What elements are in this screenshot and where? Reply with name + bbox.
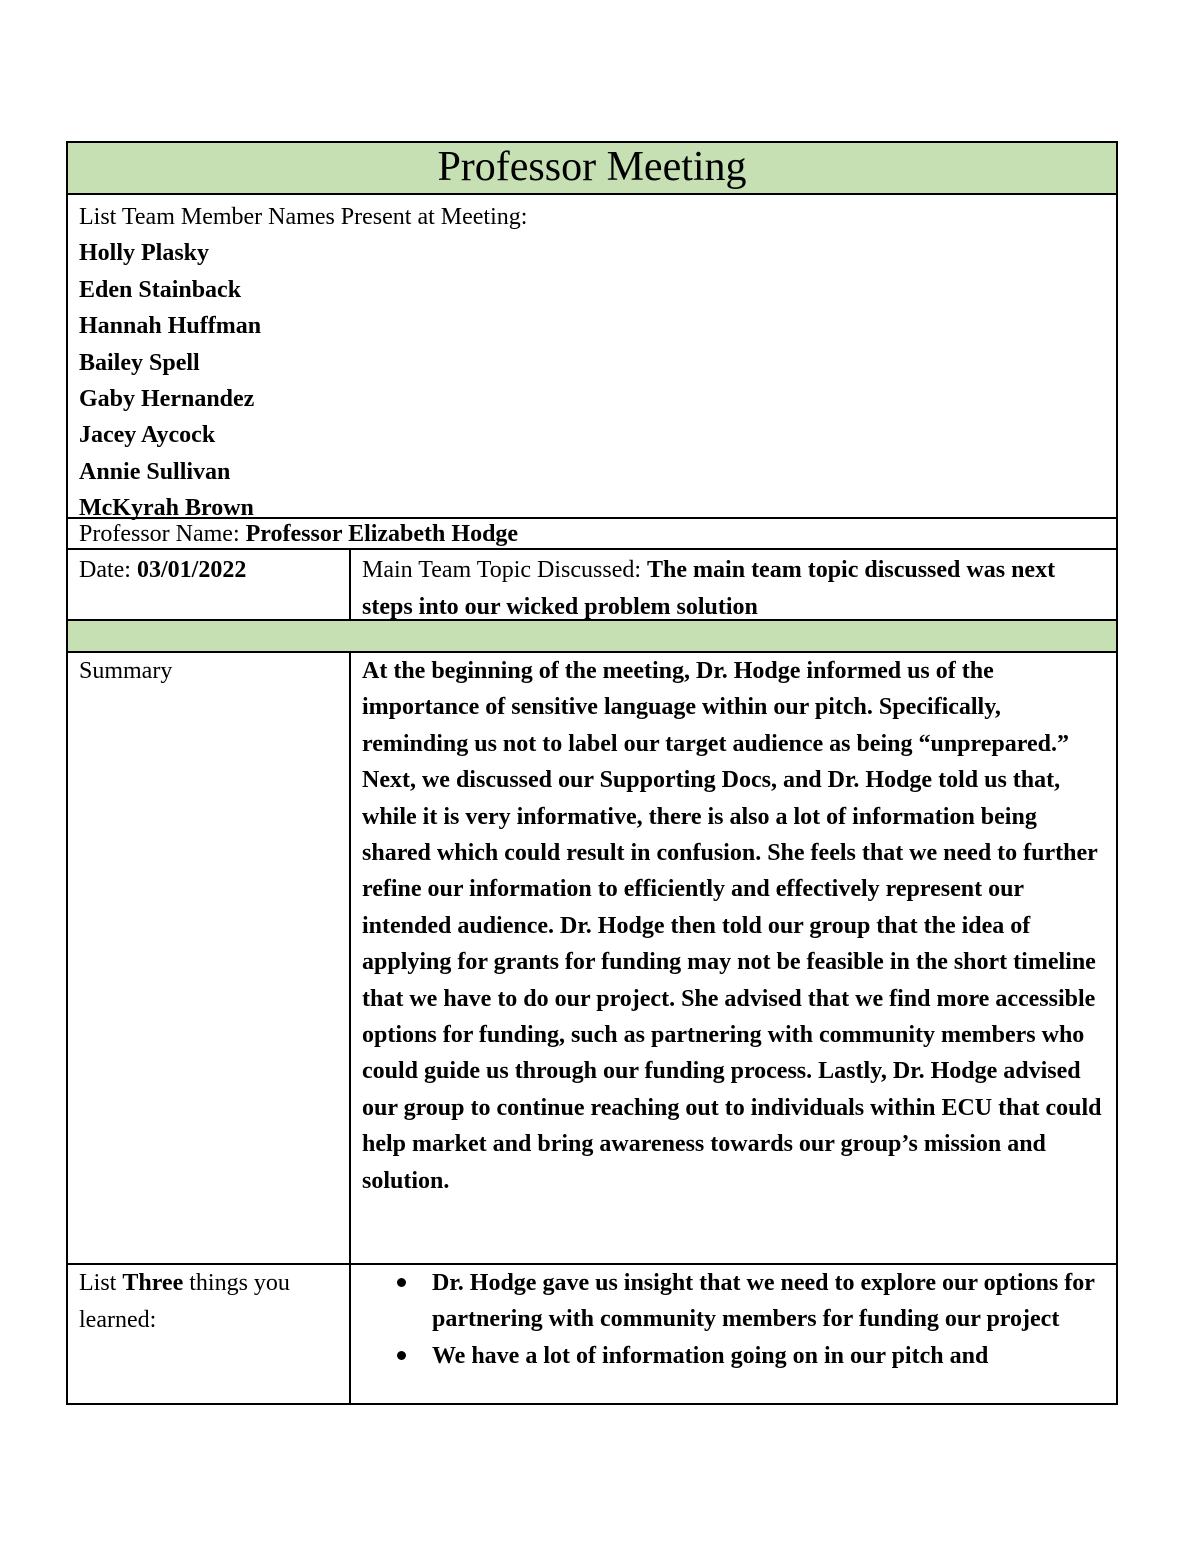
summary-text: At the beginning of the meeting, Dr. Hodge informed us of the importance of sensitive language within our pitch. Specifically, reminding us not to label our target audience as being “unprepared.” Next, we discussed our Supporting Docs, and Dr. Hodge told us that, while it is very informative, there is also a lot of information being shared which could result in confusion. She feels that we need to further refine our information to efficiently and effectively represent our intended audience. Dr. Hodge then told our group that the idea of applying for grants for funding may not be feasible in the short timeline that we have to do our project. She advised that we find more accessible options for funding, such as partnering with community members who could guide us through our funding process. Lastly, Dr. Hodge advised our group to continue reaching out to individuals within ECU that could help market and bring awareness towards our group’s mission and solution. — [362, 658, 1102, 1194]
member-name: Holly Plasky — [79, 240, 210, 267]
learned-item-text: Dr. Hodge gave us insight that we need to explore our options for partnering with community members for funding our project — [432, 1270, 1095, 1333]
member-name: Hannah Huffman — [79, 313, 262, 340]
title-row — [68, 143, 1116, 195]
professor-name: Professor Elizabeth Hodge — [245, 521, 519, 547]
topic-cell — [351, 550, 1116, 619]
page-title: Professor Meeting — [437, 144, 747, 190]
member-name: Jacey Aycock — [79, 422, 216, 449]
bullet-icon — [397, 1351, 406, 1360]
learned-item-text: We have a lot of information going on in our pitch and — [432, 1342, 989, 1369]
member-name: Bailey Spell — [79, 349, 200, 376]
summary-row — [68, 653, 1116, 1265]
learned-label-bold: Three — [122, 1270, 184, 1296]
member-name: Annie Sullivan — [79, 458, 231, 485]
bullet-icon — [397, 1278, 406, 1287]
member-name: Eden Stainback — [79, 276, 242, 303]
learned-row — [68, 1265, 1116, 1405]
list-item — [351, 1265, 1108, 1338]
summary-label: Summary — [79, 658, 173, 684]
learned-list — [351, 1265, 1108, 1374]
list-item — [351, 1338, 1108, 1374]
date-label: Date: — [79, 557, 137, 583]
topic-label: Main Team Topic Discussed: — [362, 557, 648, 583]
date-value: 03/01/2022 — [136, 557, 247, 583]
topic-value: The main team topic discussed was next steps into our wicked problem solution — [362, 557, 1056, 620]
members-label: List Team Member Names Present at Meeting: — [79, 204, 528, 230]
learned-label-suffix: things you learned: — [79, 1270, 290, 1333]
professor-label: Professor Name: — [79, 521, 246, 547]
learned-label-prefix: List — [79, 1270, 123, 1296]
members-section — [68, 195, 1116, 522]
meeting-table — [66, 141, 1118, 1405]
learned-list-cell — [351, 1265, 1116, 1405]
professor-line — [79, 519, 1116, 550]
section-divider — [68, 621, 1116, 653]
learned-label-cell — [68, 1265, 351, 1405]
member-name: Gaby Hernandez — [79, 385, 255, 412]
professor-section — [68, 519, 1116, 550]
member-name: McKyrah Brown — [79, 495, 254, 522]
date-cell — [68, 550, 351, 619]
summary-text-cell — [351, 653, 1116, 1263]
summary-label-cell — [68, 653, 351, 1263]
date-topic-row — [68, 550, 1116, 621]
